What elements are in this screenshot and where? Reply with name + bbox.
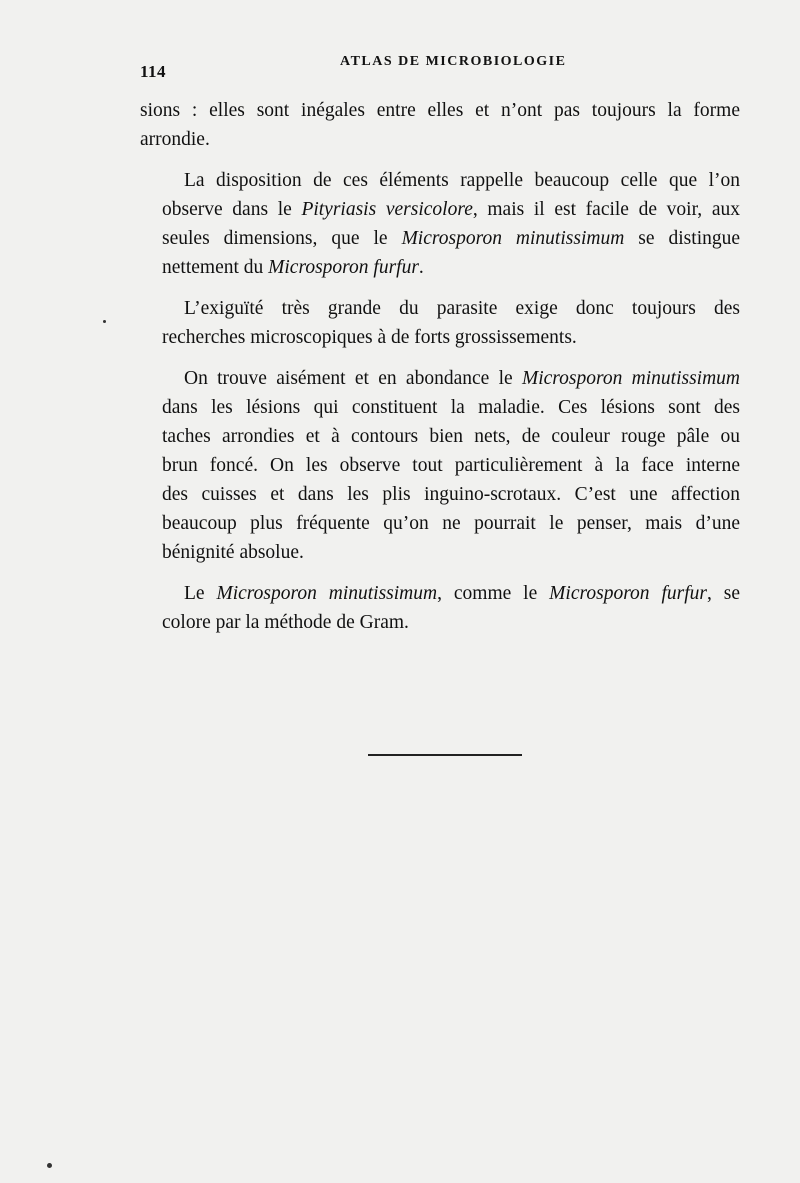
text-line bbox=[140, 96, 740, 125]
text-run: se distingue bbox=[624, 228, 741, 249]
text-run: observe dans le bbox=[162, 199, 302, 220]
italic-term: Microsporon minutissimum bbox=[521, 368, 740, 389]
text-line bbox=[140, 480, 740, 509]
paragraph-2 bbox=[140, 166, 740, 282]
text-run: taches arrondies et à contours bien nets, de couleur rouge pâle ou bbox=[162, 426, 740, 447]
text-line bbox=[140, 224, 740, 253]
text-line bbox=[140, 323, 740, 352]
text-line bbox=[140, 253, 740, 282]
text-run: L’exiguïté très grande du parasite exige donc toujours des bbox=[184, 298, 740, 319]
body-text bbox=[140, 96, 740, 649]
paragraph-5 bbox=[140, 579, 740, 637]
text-line bbox=[140, 579, 740, 608]
text-line bbox=[140, 166, 740, 195]
print-speck bbox=[47, 1163, 52, 1168]
text-run: brun foncé. On les observe tout particulièrement à la face interne bbox=[162, 455, 740, 476]
running-title: ATLAS DE MICROBIOLOGIE bbox=[340, 54, 567, 69]
text-run: bénignité absolue. bbox=[162, 542, 304, 563]
italic-term: Microsporon minutissimum bbox=[401, 228, 625, 249]
italic-term: Microsporon minutissimum bbox=[216, 583, 438, 604]
text-line bbox=[140, 538, 740, 567]
text-run: . bbox=[418, 257, 424, 278]
text-run: des cuisses et dans les plis inguino-scrotaux. C’est une affection bbox=[162, 484, 740, 505]
print-speck bbox=[103, 320, 106, 323]
text-run: , comme le bbox=[437, 583, 550, 604]
paragraph-4 bbox=[140, 364, 740, 567]
text-run: nettement du bbox=[162, 257, 269, 278]
text-line bbox=[140, 451, 740, 480]
text-run: seules dimensions, que le bbox=[162, 228, 402, 249]
text-run: sions : elles sont inégales entre elles et n’ont pas toujours la forme bbox=[140, 100, 740, 121]
text-line bbox=[140, 422, 740, 451]
text-run: dans les lésions qui constituent la maladie. Ces lésions sont des bbox=[162, 397, 740, 418]
text-line bbox=[140, 364, 740, 393]
text-run: La disposition de ces éléments rappelle beaucoup celle que l’on bbox=[184, 170, 740, 191]
text-line bbox=[140, 125, 740, 154]
text-line bbox=[140, 195, 740, 224]
text-line bbox=[140, 509, 740, 538]
text-run: colore par la méthode de Gram. bbox=[162, 612, 409, 633]
italic-term: Pityriasis versicolore bbox=[301, 199, 473, 220]
text-line bbox=[140, 608, 740, 637]
text-line bbox=[140, 294, 740, 323]
paragraph-3 bbox=[140, 294, 740, 352]
italic-term: Microsporon furfur bbox=[268, 257, 419, 278]
text-run: recherches microscopiques à de forts grossissements. bbox=[162, 327, 577, 348]
text-run: , se bbox=[706, 583, 741, 604]
paragraph-1 bbox=[140, 96, 740, 154]
text-run: Le bbox=[184, 583, 217, 604]
text-run: arrondie. bbox=[140, 129, 210, 150]
text-line bbox=[140, 393, 740, 422]
page-number: 114 bbox=[140, 62, 167, 81]
text-run: beaucoup plus fréquente qu’on ne pourrait le penser, mais d’une bbox=[162, 513, 740, 534]
section-end-rule bbox=[368, 754, 522, 756]
text-run: , mais il est facile de voir, aux bbox=[472, 199, 740, 220]
italic-term: Microsporon furfur bbox=[549, 583, 707, 604]
text-run: On trouve aisément et en abondance le bbox=[184, 368, 522, 389]
